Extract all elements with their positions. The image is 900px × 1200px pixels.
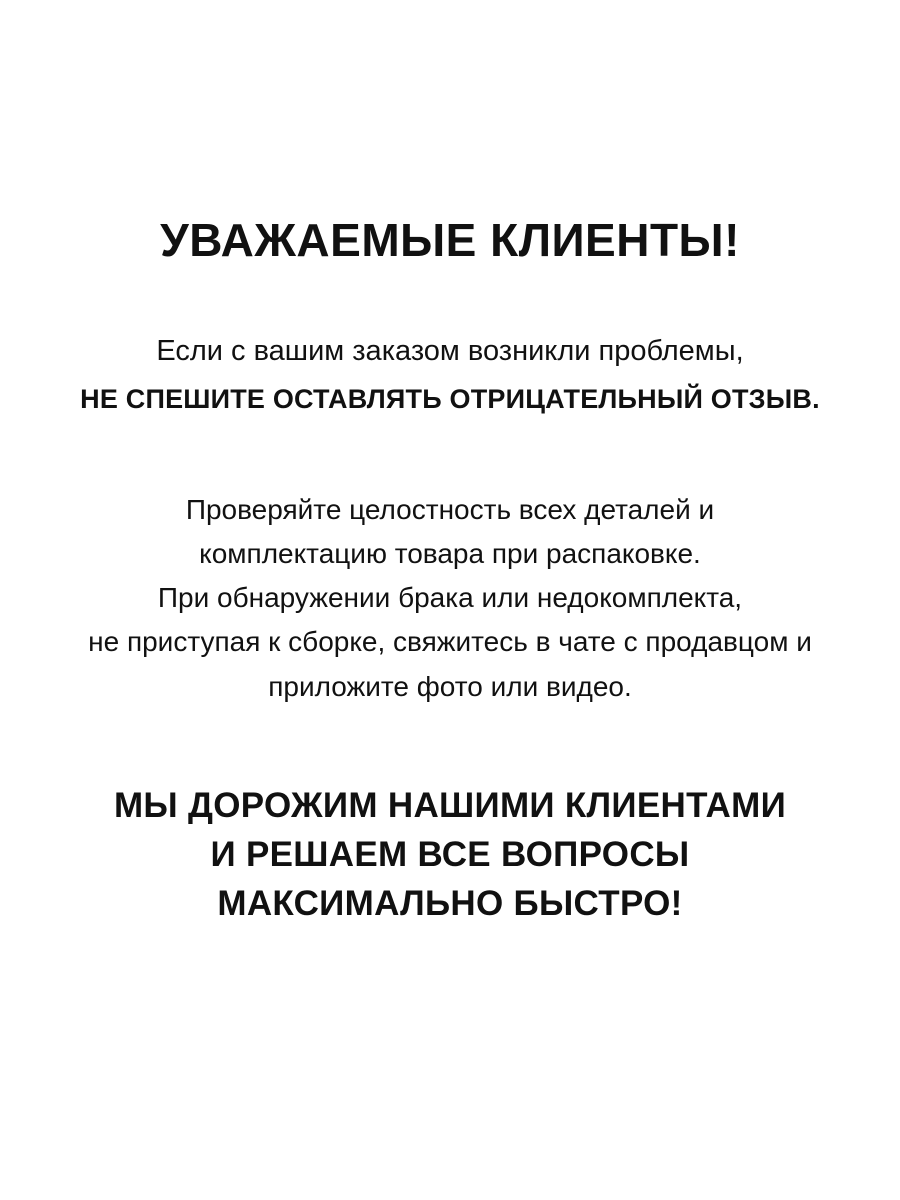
closing-line-2: И РЕШАЕМ ВСЕ ВОПРОСЫ	[210, 834, 690, 874]
instructions-block	[40, 488, 860, 709]
instruction-line-5: приложите фото или видео.	[268, 670, 632, 702]
intro-line-2-emphasis: НЕ СПЕШИТЕ ОСТАВЛЯТЬ ОТРИЦАТЕЛЬНЫЙ ОТЗЫВ.	[80, 384, 820, 415]
instruction-line-1: Проверяйте целостность всех деталей и	[185, 493, 715, 525]
closing-line-1: МЫ ДОРОЖИМ НАШИМИ КЛИЕНТАМИ	[113, 785, 787, 825]
page-title: УВАЖАЕМЫЕ КЛИЕНТЫ!	[160, 214, 740, 266]
instruction-line-2: комплектацию товара при распаковке.	[199, 537, 701, 569]
instruction-line-4: не приступая к сборке, свяжитесь в чате с продавцом и	[88, 626, 812, 658]
intro-block	[40, 330, 860, 420]
intro-line-1: Если с вашим заказом возникли проблемы,	[156, 334, 744, 367]
closing-line-3: МАКСИМАЛЬНО БЫСТРО!	[217, 883, 683, 923]
closing-block	[40, 781, 860, 928]
instruction-line-3: При обнаружении брака или недокомплекта,	[157, 582, 743, 614]
